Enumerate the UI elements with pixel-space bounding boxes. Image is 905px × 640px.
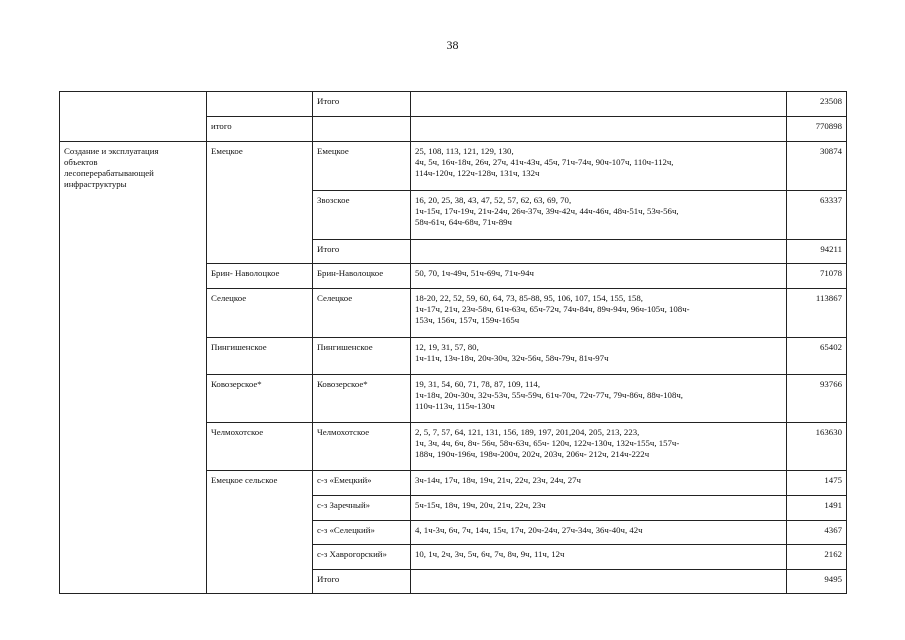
quarters-line: 110ч-113ч, 115ч-130ч <box>415 401 495 411</box>
area-cell: 9495 <box>787 570 847 594</box>
forestry-cell-empty <box>207 92 313 117</box>
quarters-line: 114ч-120ч, 122ч-128ч, 131ч, 132ч <box>415 168 540 178</box>
forestry-cell: Брин- Наволоцкое <box>207 264 313 289</box>
table-row <box>60 142 847 191</box>
area-cell: 65402 <box>787 338 847 375</box>
quarters-line: 58ч-61ч, 64ч-68ч, 71ч-89ч <box>415 217 512 227</box>
subforestry-cell: Селецкое <box>313 289 411 338</box>
forestry-cell: Селецкое <box>207 289 313 338</box>
quarters-line: 1ч-11ч, 13ч-18ч, 20ч-30ч, 32ч-56ч, 58ч-79ч, 81ч-97ч <box>415 353 609 363</box>
subforestry-cell: Итого <box>313 570 411 594</box>
area-cell: 23508 <box>787 92 847 117</box>
subforestry-cell: Ковозерское* <box>313 375 411 423</box>
quarters-cell <box>411 264 787 289</box>
activity-line: Создание и эксплуатация <box>64 146 159 156</box>
quarters-line: 1ч-17ч, 21ч, 23ч-58ч, 61ч-63ч, 65ч-72ч, 74ч-84ч, 89ч-94ч, 96ч-105ч, 108ч- <box>415 304 690 314</box>
quarters-line: 4ч, 5ч, 16ч-18ч, 26ч, 27ч, 41ч-43ч, 45ч, 71ч-74ч, 90ч-107ч, 110ч-112ч, <box>415 157 674 167</box>
subforestry-cell <box>313 117 411 142</box>
quarters-cell <box>411 289 787 338</box>
forestry-cell: Емецкое <box>207 142 313 264</box>
quarters-line: 1ч-18ч, 20ч-30ч, 32ч-53ч, 55ч-59ч, 61ч-70ч, 72ч-77ч, 79ч-86ч, 88ч-108ч, <box>415 390 683 400</box>
forestry-cell: Челмохотское <box>207 423 313 471</box>
area-cell: 1491 <box>787 496 847 521</box>
quarters-line: 50, 70, 1ч-49ч, 51ч-69ч, 71ч-94ч <box>415 268 534 278</box>
subforestry-cell: с-з Хаврогорский» <box>313 545 411 570</box>
quarters-cell <box>411 191 787 240</box>
area-cell: 2162 <box>787 545 847 570</box>
quarters-line: 25, 108, 113, 121, 129, 130, <box>415 146 514 156</box>
quarters-line: 1ч, 3ч, 4ч, 6ч, 8ч- 56ч, 58ч-63ч, 65ч- 120ч, 122ч-130ч, 132ч-155ч, 157ч- <box>415 438 680 448</box>
subforestry-cell: с-з «Емецкий» <box>313 471 411 496</box>
area-cell: 93766 <box>787 375 847 423</box>
quarters-cell <box>411 142 787 191</box>
quarters-cell: 10, 1ч, 2ч, 3ч, 5ч, 6ч, 7ч, 8ч, 9ч, 11ч, 12ч <box>411 545 787 570</box>
area-cell: 71078 <box>787 264 847 289</box>
area-cell: 113867 <box>787 289 847 338</box>
forestry-cell: итого <box>207 117 313 142</box>
subforestry-cell: с-з «Селецкий» <box>313 521 411 545</box>
quarters-line: 1ч-15ч, 17ч-19ч, 21ч-24ч, 26ч-37ч, 39ч-42ч, 44ч-46ч, 48ч-51ч, 53ч-56ч, <box>415 206 679 216</box>
activity-cell <box>60 142 207 594</box>
forestry-table <box>59 91 847 594</box>
quarters-line: 188ч, 190ч-196ч, 198ч-200ч, 202ч, 203ч, 206ч- 212ч, 214ч-222ч <box>415 449 650 459</box>
area-cell: 94211 <box>787 240 847 264</box>
subforestry-cell: Челмохотское <box>313 423 411 471</box>
forestry-cell: Емецкое сельское <box>207 471 313 594</box>
subforestry-cell: Емецкое <box>313 142 411 191</box>
quarters-line: 19, 31, 54, 60, 71, 78, 87, 109, 114, <box>415 379 541 389</box>
activity-line: инфраструктуры <box>64 179 127 189</box>
activity-line: объектов <box>64 157 98 167</box>
quarters-line: 2, 5, 7, 57, 64, 121, 131, 156, 189, 197, 201,204, 205, 213, 223, <box>415 427 640 437</box>
subforestry-cell: Итого <box>313 240 411 264</box>
area-cell: 63337 <box>787 191 847 240</box>
quarters-line: 18-20, 22, 52, 59, 60, 64, 73, 85-88, 95, 106, 107, 154, 155, 158, <box>415 293 643 303</box>
quarters-cell <box>411 375 787 423</box>
subforestry-cell: с-з Заречный» <box>313 496 411 521</box>
subforestry-cell: Итого <box>313 92 411 117</box>
quarters-cell: 5ч-15ч, 18ч, 19ч, 20ч, 21ч, 22ч, 23ч <box>411 496 787 521</box>
forestry-cell: Пингишенское <box>207 338 313 375</box>
area-cell: 30874 <box>787 142 847 191</box>
activity-cell-empty <box>60 92 207 142</box>
quarters-cell <box>411 570 787 594</box>
quarters-cell <box>411 117 787 142</box>
area-cell: 1475 <box>787 471 847 496</box>
quarters-line: 16, 20, 25, 38, 43, 47, 52, 57, 62, 63, 69, 70, <box>415 195 572 205</box>
area-cell: 163630 <box>787 423 847 471</box>
quarters-cell <box>411 240 787 264</box>
area-cell: 770898 <box>787 117 847 142</box>
subforestry-cell: Брин-Наволоцкое <box>313 264 411 289</box>
quarters-line: 153ч, 156ч, 157ч, 159ч-165ч <box>415 315 520 325</box>
subforestry-cell: Пингишенское <box>313 338 411 375</box>
page-number: 38 <box>446 38 459 52</box>
table-row <box>60 92 847 117</box>
quarters-cell: 4, 1ч-3ч, 6ч, 7ч, 14ч, 15ч, 17ч, 20ч-24ч, 27ч-34ч, 36ч-40ч, 42ч <box>411 521 787 545</box>
quarters-cell <box>411 338 787 375</box>
area-cell: 4367 <box>787 521 847 545</box>
activity-line: лесоперерабатывающей <box>64 168 154 178</box>
quarters-cell <box>411 92 787 117</box>
quarters-cell <box>411 423 787 471</box>
forestry-cell: Ковозерское* <box>207 375 313 423</box>
quarters-cell: 3ч-14ч, 17ч, 18ч, 19ч, 21ч, 22ч, 23ч, 24ч, 27ч <box>411 471 787 496</box>
subforestry-cell: Звозское <box>313 191 411 240</box>
quarters-line: 12, 19, 31, 57, 80, <box>415 342 479 352</box>
